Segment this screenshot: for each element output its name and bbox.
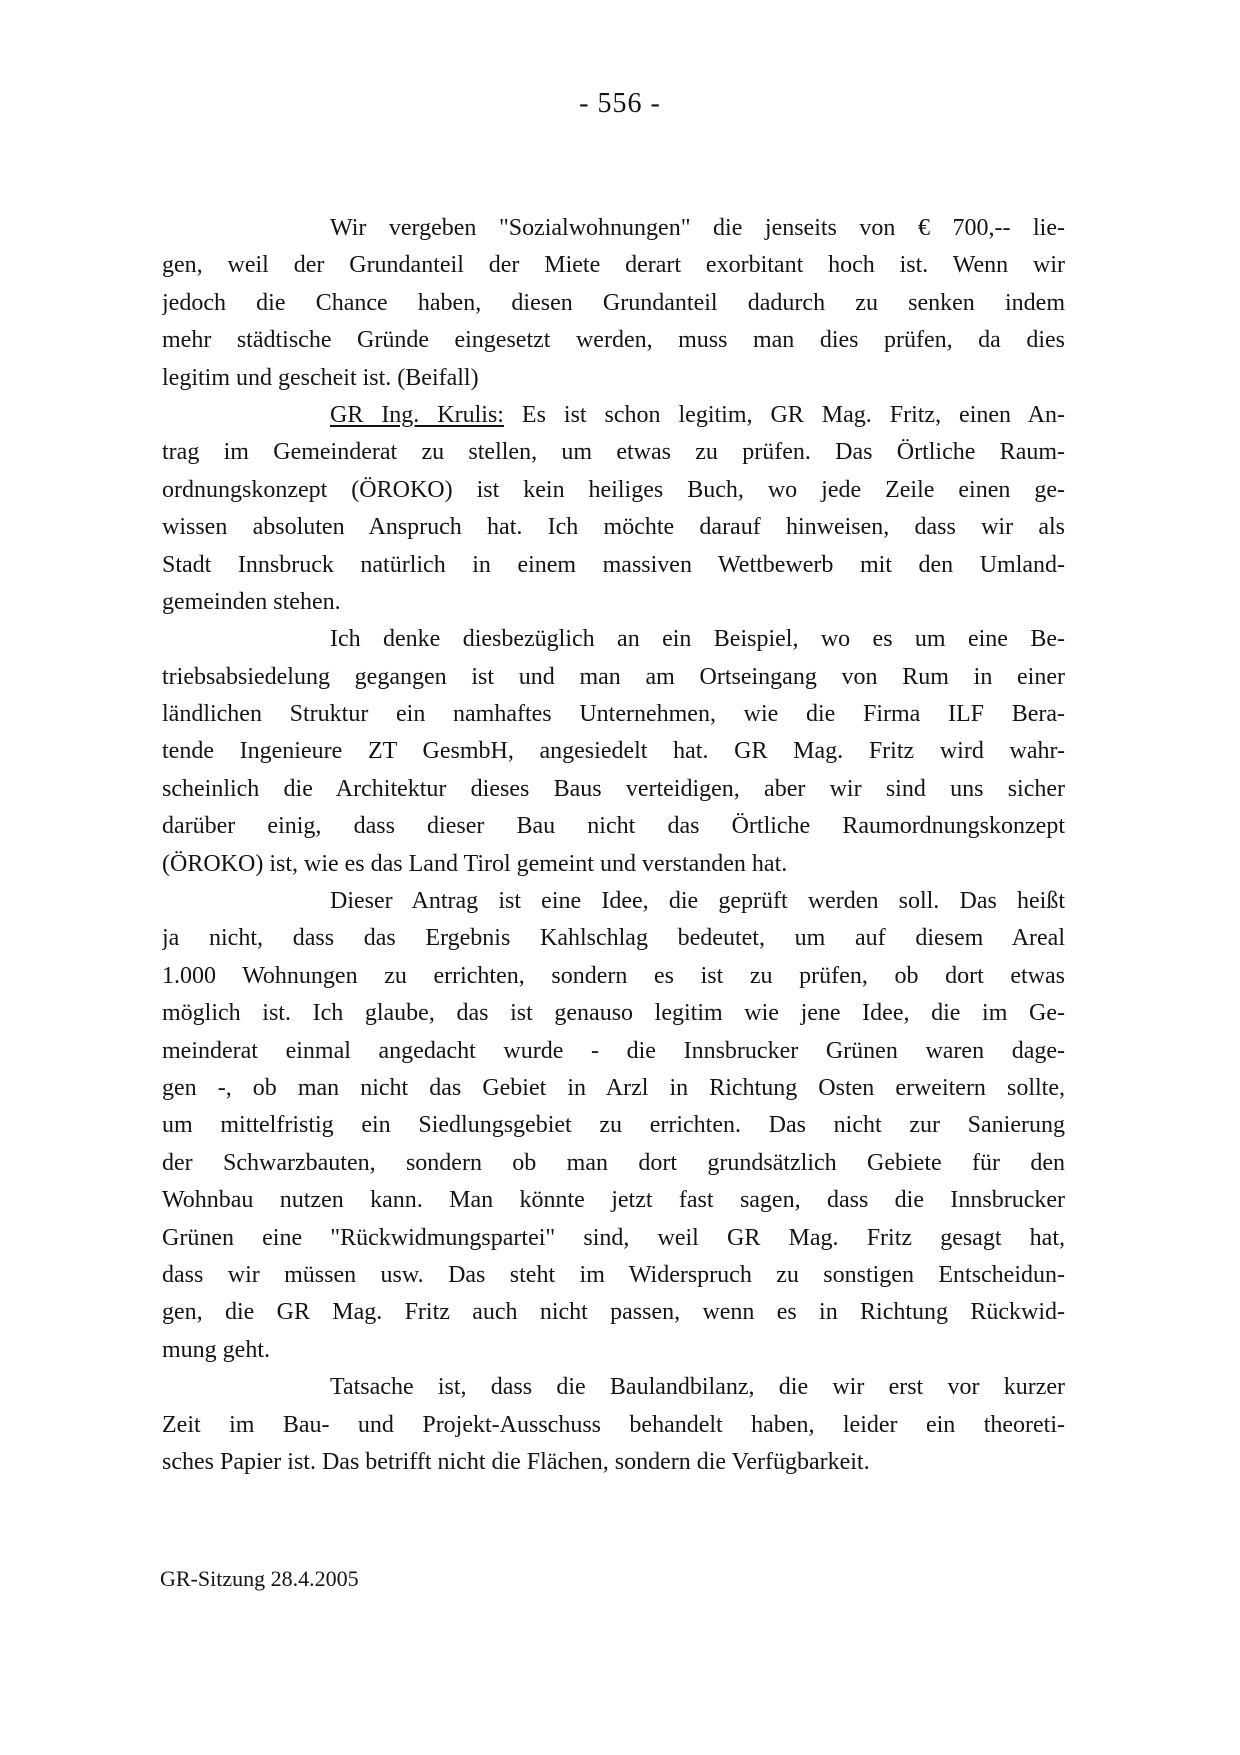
text-line: ja nicht, dass das Ergebnis Kahlschlag bedeutet, um auf diesem Areal: [162, 925, 1065, 952]
text-line: (ÖROKO) ist, wie es das Land Tirol gemeint und verstanden hat.: [162, 850, 788, 877]
text-line: gen, die GR Mag. Fritz auch nicht passen, wenn es in Richtung Rückwid-: [162, 1299, 1065, 1326]
text-line: meinderat einmal angedacht wurde - die Innsbrucker Grünen waren dage-: [162, 1037, 1065, 1064]
text-line: mehr städtische Gründe eingesetzt werden, muss man dies prüfen, da dies: [162, 327, 1065, 354]
text-line: Tatsache ist, dass die Baulandbilanz, die wir erst vor kurzer: [330, 1374, 1065, 1401]
text-line: jedoch die Chance haben, diesen Grundanteil dadurch zu senken indem: [162, 289, 1065, 316]
footer-session-label: GR-Sitzung 28.4.2005: [160, 1566, 359, 1591]
text-line: mung geht.: [162, 1336, 270, 1363]
text-line: darüber einig, dass dieser Bau nicht das Örtliche Raumordnungskonzept: [162, 813, 1065, 840]
text-line: sches Papier ist. Das betrifft nicht die Flächen, sondern die Verfügbarkeit.: [162, 1448, 870, 1475]
text-line: scheinlich die Architektur dieses Baus verteidigen, aber wir sind uns sicher: [162, 775, 1065, 802]
text-line: gemeinden stehen.: [162, 588, 341, 615]
text-line: Wohnbau nutzen kann. Man könnte jetzt fast sagen, dass die Innsbrucker: [162, 1187, 1065, 1214]
text-line: möglich ist. Ich glaube, das ist genauso legitim wie jene Idee, die im Ge-: [162, 1000, 1065, 1027]
text-line: Zeit im Bau- und Projekt-Ausschuss behandelt haben, leider ein theoreti-: [162, 1411, 1065, 1438]
text-line: 1.000 Wohnungen zu errichten, sondern es ist zu prüfen, ob dort etwas: [162, 962, 1065, 989]
text-line: gen -, ob man nicht das Gebiet in Arzl in Richtung Osten erweitern sollte,: [162, 1074, 1065, 1101]
text-line: um mittelfristig ein Siedlungsgebiet zu errichten. Das nicht zur Sanierung: [162, 1112, 1065, 1139]
text-line: ordnungskonzept (ÖROKO) ist kein heiliges Buch, wo jede Zeile einen ge-: [162, 476, 1065, 503]
text-line: trag im Gemeinderat zu stellen, um etwas zu prüfen. Das Örtliche Raum-: [162, 439, 1065, 466]
text-segment: Es ist schon legitim, GR Mag. Fritz, einen An-: [503, 401, 1065, 428]
text-line: der Schwarzbauten, sondern ob man dort grundsätzlich Gebiete für den: [162, 1149, 1065, 1176]
text-line: Stadt Innsbruck natürlich in einem massiven Wettbewerb mit den Umland-: [162, 551, 1065, 578]
page-number: - 556 -: [579, 88, 661, 119]
text-line: gen, weil der Grundanteil der Miete derart exorbitant hoch ist. Wenn wir: [162, 252, 1065, 279]
speaker-name: GR Ing. Krulis:: [330, 401, 504, 428]
text-line: [162, 397, 1065, 434]
text-block: [162, 210, 1065, 1481]
text-line: ländlichen Struktur ein namhaftes Unternehmen, wie die Firma ILF Bera-: [162, 701, 1065, 728]
text-line: Wir vergeben "Sozialwohnungen" die jenseits von € 700,-- lie-: [330, 215, 1065, 241]
text-line: Grünen eine "Rückwidmungspartei" sind, weil GR Mag. Fritz gesagt hat,: [162, 1224, 1065, 1251]
text-line: tende Ingenieure ZT GesmbH, angesiedelt hat. GR Mag. Fritz wird wahr-: [162, 738, 1065, 765]
text-line: Dieser Antrag ist eine Idee, die geprüft werden soll. Das heißt: [330, 888, 1065, 915]
text-line: Ich denke diesbezüglich an ein Beispiel, wo es um eine Be-: [330, 626, 1065, 653]
text-line: dass wir müssen usw. Das steht im Widerspruch zu sonstigen Entscheidun-: [162, 1261, 1065, 1288]
text-line: wissen absoluten Anspruch hat. Ich möchte darauf hinweisen, dass wir als: [162, 514, 1065, 541]
text-line: triebsabsiedelung gegangen ist und man am Ortseingang von Rum in einer: [162, 663, 1065, 690]
text-line: legitim und gescheit ist. (Beifall): [162, 364, 479, 391]
